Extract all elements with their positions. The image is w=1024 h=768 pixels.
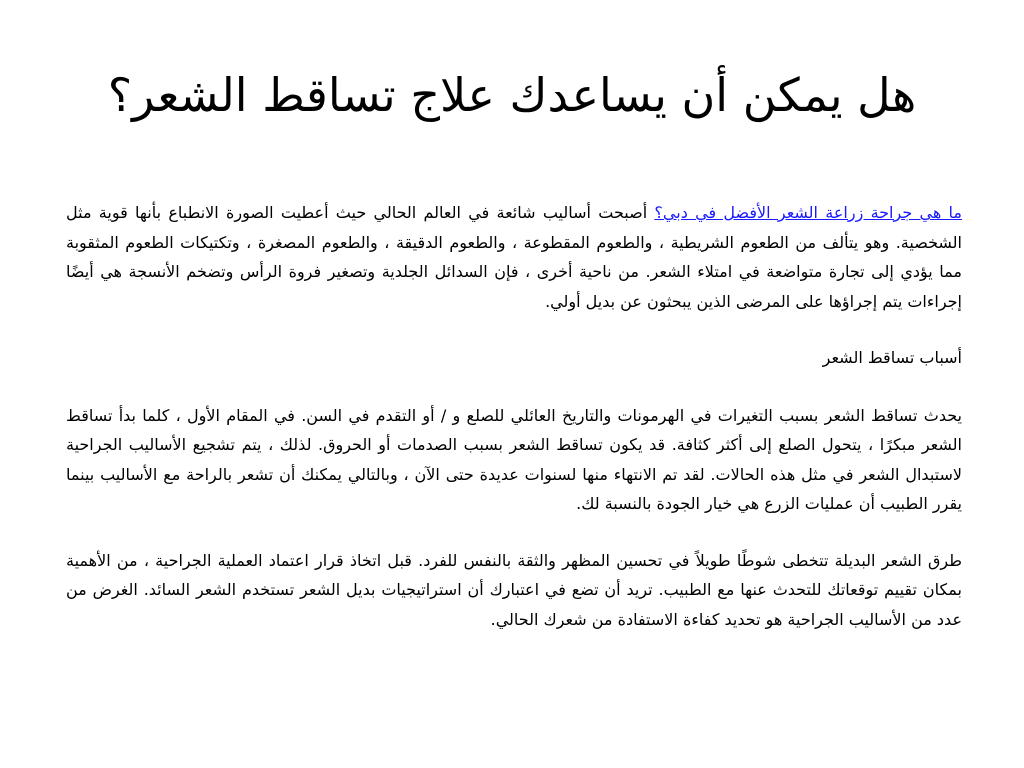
slide-body (66, 198, 962, 661)
hair-transplant-dubai-link[interactable]: ما هي جراحة زراعة الشعر الأفضل في دبي؟ (654, 203, 963, 222)
paragraph-intro-text: أصبحت أساليب شائعة في العالم الحالي حيث أعطيت الصورة الانطباع بأنها قوية مثل الشخصية. وهو يتألف من الطعوم الشريطية ، والطعوم المقطوعة ، والطعوم الدقيقة ، والطعوم المصغرة ، وتكتيكات الطعوم المثقوبة مما يؤدي إلى تجارة متواضعة في امتلاء الشعر. من ناحية أخرى ، فإن السدائل الجلدية وتصغير فروة الرأس وتضخم الأنسجة هي أيضًا إجراءات يتم إجراؤها على المرضى الذين يبحثون عن بديل أولي. (66, 203, 962, 311)
slide-title: هل يمكن أن يساعدك علاج تساقط الشعر؟ (107, 68, 917, 122)
paragraph-causes: يحدث تساقط الشعر بسبب التغيرات في الهرمونات والتاريخ العائلي للصلع و / أو التقدم في السن. في المقام الأول ، كلما بدأ تساقط الشعر مبكرًا ، يتحول الصلع إلى أكثر كثافة. قد يكون تساقط الشعر بسبب الصدمات أو الحروق. لذلك ، يتم تشجيع الأساليب الجراحية لاستبدال الشعر في مثل هذه الحالات. لقد تم الانتهاء منها لسنوات عديدة حتى الآن ، وبالتالي يمكنك أن تشعر بالراحة مع الأساليب بينما يقرر الطبيب أن عمليات الزرع هي خيار الجودة بالنسبة لك. (66, 405, 962, 513)
paragraph-intro (66, 198, 962, 316)
section-heading-hair-loss-causes: أسباب تساقط الشعر (822, 348, 962, 367)
paragraph-alternatives: طرق الشعر البديلة تتخطى شوطًا طويلاً في تحسين المظهر والثقة بالنفس للفرد. قبل اتخاذ قرار اعتماد العملية الجراحية ، من الأهمية بمكان تقييم توقعاتك للتحدث عنها مع الطبيب. تريد أن تضع في اعتبارك أن استراتيجيات بديل الشعر تستخدم الشعر السائد. الغرض من عدد من الأساليب الجراحية هو تحديد كفاءة الاستفادة من شعرك الحالي. (66, 550, 962, 629)
